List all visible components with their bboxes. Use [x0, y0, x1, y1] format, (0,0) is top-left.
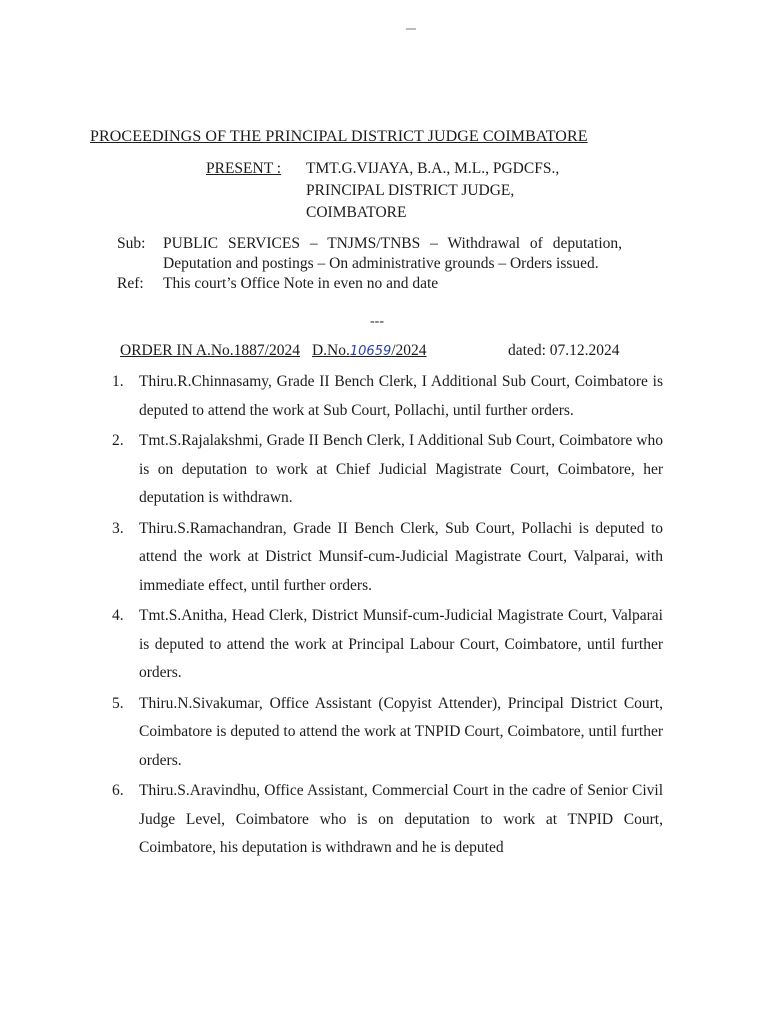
judge-name: TMT.G.VIJAYA, B.A., M.L., PGDCFS., [306, 160, 560, 177]
present-first-line [206, 158, 559, 180]
item-number: 3. [112, 519, 124, 537]
list-item [112, 427, 663, 513]
document-title: PROCEEDINGS OF THE PRINCIPAL DISTRICT JUDGE COIMBATORE [90, 128, 588, 145]
item-text: Thiru.R.Chinnasamy, Grade II Bench Clerk, I Additional Sub Court, Coimbatore is deputed to attend the work at Sub Court, Pollachi, until further orders. [139, 373, 663, 419]
present-colon: : [272, 160, 282, 177]
item-text: Tmt.S.Rajalakshmi, Grade II Bench Clerk, I Additional Sub Court, Coimbatore who is on deputation to work at Chief Judicial Magistrate Court, Coimbatore, her deputation is withdrawn. [139, 432, 663, 506]
order-number: ORDER IN A.No.1887/2024 [120, 342, 300, 359]
item-text: Tmt.S.Anitha, Head Clerk, District Munsif-cum-Judicial Magistrate Court, Valparai is deputed to attend the work at Principal Labour Court, Coimbatore, until further orders. [139, 607, 663, 681]
sub-text: PUBLIC SERVICES – TNJMS/TNBS – Withdrawal of deputation, Deputation and postings – On administrative grounds – Orders issued. [163, 235, 622, 272]
dno-prefix: D.No. [311, 342, 350, 359]
present-block [206, 158, 559, 224]
item-text: Thiru.S.Aravindhu, Office Assistant, Commercial Court in the cadre of Senior Civil Judge Level, Coimbatore who is on deputation to work at TNPID Court, Coimbatore, his deputation is withdrawn and he is deputed [139, 782, 663, 856]
ref-text: This court’s Office Note in even no and date [163, 275, 439, 292]
item-number: 5. [112, 694, 124, 712]
item-number: 6. [112, 782, 124, 799]
list-item [112, 602, 663, 688]
list-item [112, 368, 663, 425]
judge-designation: PRINCIPAL DISTRICT JUDGE, [306, 182, 515, 199]
item-text: Thiru.S.Ramachandran, Grade II Bench Clerk, Sub Court, Pollachi is deputed to attend the work at District Munsif-cum-Judicial Magistrate Court, Valparai, with immediate effect, until further orders. [139, 519, 663, 594]
scan-speck [406, 28, 416, 30]
dno-handwritten: 10659 [349, 344, 392, 359]
present-label-wrap [206, 158, 306, 180]
subject-row [117, 234, 622, 274]
list-item [112, 777, 663, 863]
list-item [112, 515, 663, 601]
judge-location: COIMBATORE [306, 204, 407, 221]
order-date: dated: 07.12.2024 [508, 342, 620, 359]
present-label: PRESENT [206, 160, 273, 177]
order-heading [120, 342, 638, 360]
subject-block [117, 234, 622, 294]
dno-suffix: /2024 [391, 342, 427, 359]
item-text: Thiru.N.Sivakumar, Office Assistant (Copyist Attender), Principal District Court, Coimbatore is deputed to attend the work at TNPID Court, Coimbatore, until further orders. [139, 694, 663, 769]
item-number: 1. [112, 373, 124, 390]
separator: --- [370, 314, 384, 329]
item-number: 2. [112, 432, 124, 449]
ref-label: Ref: [117, 275, 144, 292]
order-items-list [112, 368, 663, 865]
item-number: 4. [112, 607, 124, 624]
reference-row [117, 274, 622, 294]
sub-label: Sub: [117, 235, 146, 252]
list-item [112, 690, 663, 776]
